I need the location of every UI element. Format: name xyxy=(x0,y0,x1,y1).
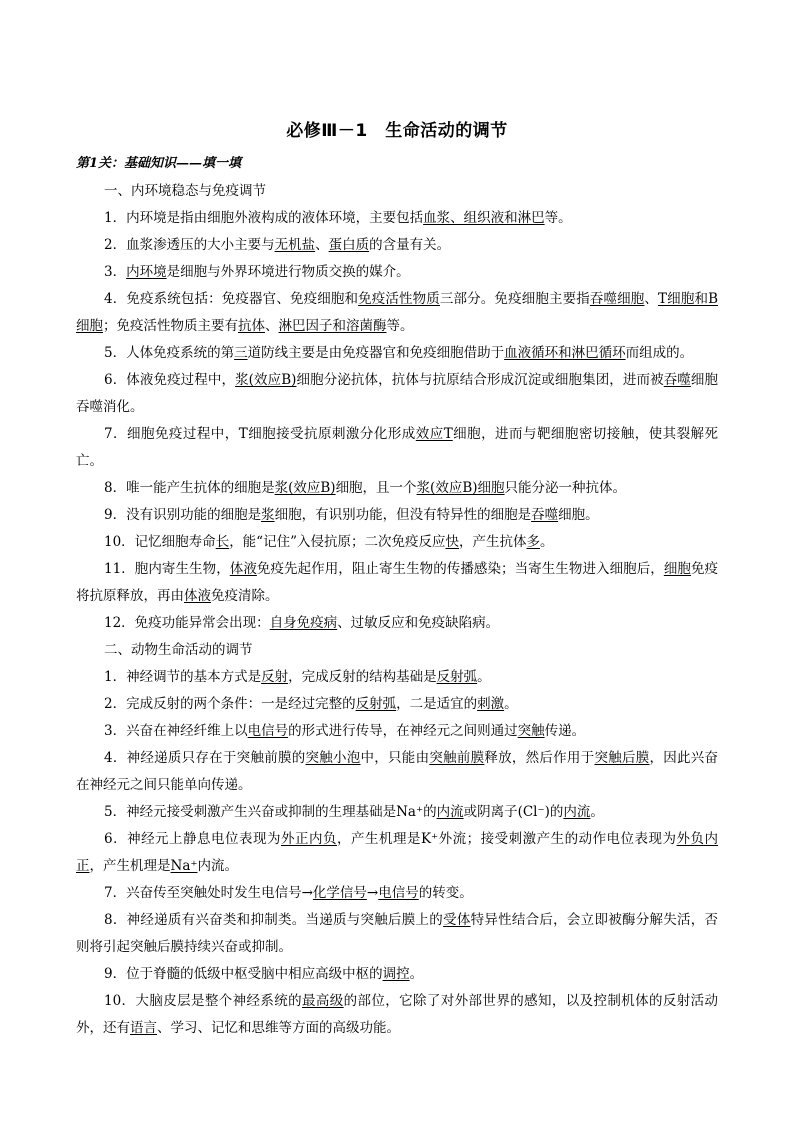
list-item xyxy=(76,826,718,880)
item-text: 5．神经元接受刺激产生兴奋或抑制的生理基础是Na⁺的 xyxy=(104,804,437,820)
item-text: 1．内环境是指由细胞外液构成的液体环境，主要包括 xyxy=(104,210,424,226)
answer-text: 浆(效应B)细胞 xyxy=(416,480,505,496)
list-item xyxy=(76,367,718,421)
list-item xyxy=(76,232,718,259)
item-text: 8．唯一能产生抗体的细胞是 xyxy=(104,480,275,496)
item-text: 7．细胞免疫过程中，T细胞接受抗原刺激分化形成 xyxy=(104,426,416,442)
list-item xyxy=(76,745,718,799)
list-item xyxy=(76,421,718,475)
item-text: 细胞，进而与靶细胞密切接触，使其裂解死亡。 xyxy=(76,426,719,469)
answer-text: 长 xyxy=(215,534,230,550)
item-text: ；免疫活性物质主要有 xyxy=(103,318,238,334)
item-text: 、 xyxy=(644,291,659,307)
answer-text: 内环境 xyxy=(126,264,167,280)
answer-text: 反射弧 xyxy=(436,669,478,685)
answer-text: 电信号 xyxy=(247,723,289,739)
answer-text: 电信号 xyxy=(378,885,419,901)
item-text: 2．完成反射的两个条件：一是经过完整的 xyxy=(104,696,356,712)
answer-text: 多 xyxy=(526,534,540,550)
answer-text: 突触前膜 xyxy=(429,750,485,766)
list-item xyxy=(76,961,718,988)
item-text: 传递。 xyxy=(544,723,586,739)
item-text: 9．没有识别功能的细胞是 xyxy=(104,507,262,523)
item-text: 6．体液免疫过程中， xyxy=(104,372,236,388)
list-item xyxy=(76,529,718,556)
item-text: 或阴离子(Cl⁻)的 xyxy=(463,804,564,820)
item-text: 12．免疫功能异常会出现： xyxy=(104,615,270,631)
answer-text: 内流 xyxy=(563,804,591,820)
section-heading: 一、内环境稳态与免疫调节 xyxy=(104,183,266,199)
answer-text: 吞噬 xyxy=(531,507,559,523)
item-text: 10．大脑皮层是整个神经系统的 xyxy=(104,993,302,1009)
list-item xyxy=(76,340,718,367)
item-text: 、过敏反应和免疫缺陷病。 xyxy=(337,615,500,631)
list-item xyxy=(76,475,718,502)
item-text: 细胞分泌抗体，抗体与抗原结合形成沉淀或细胞集团，进而被 xyxy=(296,372,664,388)
answer-text: 内流 xyxy=(436,804,464,820)
answer-text: 快 xyxy=(445,534,459,550)
answer-text: 受体 xyxy=(443,912,471,928)
answer-text: 突触后膜 xyxy=(594,750,650,766)
item-text: 特异性结合后，会立即被酶分解失活，否则将引起突触后膜持续兴奋或抑制。 xyxy=(76,912,719,955)
item-text: 是细胞与外界环境进行物质交换的媒介。 xyxy=(166,264,410,280)
item-text: ，产生机理是 xyxy=(89,858,171,874)
item-text: 等。 xyxy=(544,210,572,226)
list-item xyxy=(76,610,718,637)
item-text: 中，只能由 xyxy=(360,750,430,766)
item-text: 细胞，且一个 xyxy=(335,480,417,496)
answer-text: 反射 xyxy=(261,669,289,685)
item-text: 8．神经递质有兴奋类和抑制类。当递质与突触后膜上的 xyxy=(104,912,444,928)
answer-text: 化学信号 xyxy=(312,885,367,901)
item-text: → xyxy=(366,885,379,901)
list-item xyxy=(76,718,718,745)
item-text: 1．神经调节的基本方式是 xyxy=(104,669,262,685)
answer-text: 体液 xyxy=(184,588,211,604)
item-text: 释放，然后作用于 xyxy=(484,750,595,766)
list-item xyxy=(76,502,718,529)
item-text: 11．胞内寄生生物， xyxy=(104,561,230,577)
list-item xyxy=(76,286,718,340)
item-text: 7．兴奋传至突触处时发生电信号→ xyxy=(104,885,313,901)
item-text: 4．免疫系统包括：免疫器官、免疫细胞和 xyxy=(104,291,359,307)
item-text: ，产生抗体 xyxy=(459,534,527,550)
item-text: 2．血浆渗透压的大小主要与 xyxy=(104,237,275,253)
answer-text: 抗体 xyxy=(238,318,265,334)
answer-text: 蛋白质 xyxy=(328,237,370,253)
item-text: 。 xyxy=(504,696,518,712)
answer-text: 血浆、组织液和淋巴 xyxy=(423,210,545,226)
answer-text: 突触 xyxy=(517,723,545,739)
list-item xyxy=(76,205,718,232)
list-item xyxy=(76,988,718,1042)
section-heading: 二、动物生命活动的调节 xyxy=(104,642,253,658)
item-text: 9．位于脊髓的低级中枢受脑中相应高级中枢的 xyxy=(104,966,383,982)
item-text: ，因此兴奋在神经元之间只能单向传递。 xyxy=(76,750,719,793)
item-text: 3．兴奋在神经纤维上以 xyxy=(104,723,248,739)
level-label: 第1关：基础知识——填一填 xyxy=(76,156,242,171)
item-text: 的形式进行传导，在神经元之间则通过 xyxy=(288,723,518,739)
item-text: 6．神经元上静息电位表现为 xyxy=(104,831,281,847)
answer-text: 刺激 xyxy=(477,696,505,712)
item-text: ，二是适宜的 xyxy=(396,696,478,712)
item-text: 、 xyxy=(265,318,279,334)
item-text: 的含量有关。 xyxy=(369,237,451,253)
list-item xyxy=(76,799,718,826)
item-text: 细胞。 xyxy=(558,507,599,523)
item-text: 。 xyxy=(477,669,491,685)
list-item xyxy=(76,691,718,718)
item-text: 免疫将抗原释放，再由 xyxy=(76,561,719,604)
item-text: 内流。 xyxy=(197,858,238,874)
item-text: 。 xyxy=(540,534,554,550)
answer-text: 突触小泡 xyxy=(305,750,361,766)
item-text: 免疫清除。 xyxy=(211,588,279,604)
item-text: 三部分。免疫细胞主要指 xyxy=(439,291,590,307)
answer-text: 浆(效应B) xyxy=(274,480,336,496)
answer-text: 效应T xyxy=(415,426,453,442)
answer-text: 体液 xyxy=(229,561,257,577)
item-text: 的部位，它除了对外部世界的感知，以及控制机体的反射活动外，还有 xyxy=(76,993,719,1036)
item-text: 只能分泌一种抗体。 xyxy=(504,480,627,496)
answer-text: 外正内负 xyxy=(281,831,337,847)
answer-text: 语言 xyxy=(130,1020,157,1036)
item-text: 道防线主要是由免疫器官和免疫细胞借助于 xyxy=(247,345,505,361)
list-item xyxy=(76,556,718,610)
list-item xyxy=(76,880,718,907)
answer-text: 吞噬细胞 xyxy=(589,291,645,307)
answer-text: 细胞 xyxy=(663,561,691,577)
item-text: 细胞吞噬消化。 xyxy=(76,372,719,415)
answer-text: 吞噬 xyxy=(663,372,691,388)
answer-text: Na⁺ xyxy=(170,858,198,874)
list-item xyxy=(76,664,718,691)
item-text: 4．神经递质只存在于突触前膜的 xyxy=(104,750,306,766)
item-text: 。 xyxy=(590,804,604,820)
answer-text: 免疫活性物质 xyxy=(358,291,440,307)
answer-text: 无机盐 xyxy=(274,237,316,253)
list-item xyxy=(76,259,718,286)
item-text: 免疫先起作用，阻止寄生生物的传播感染；当寄生生物进入细胞后， xyxy=(256,561,664,577)
list-item xyxy=(76,907,718,961)
item-text: 、学习、记忆和思维等方面的高级功能。 xyxy=(157,1020,400,1036)
item-text: 、 xyxy=(315,237,329,253)
answer-text: 血液循环和淋巴循环 xyxy=(504,345,626,361)
answer-text: 自身免疫病 xyxy=(269,615,338,631)
item-text: 的转变。 xyxy=(418,885,473,901)
answer-text: 调控 xyxy=(382,966,410,982)
answer-text: 三 xyxy=(234,345,248,361)
item-text: 。 xyxy=(409,966,424,982)
item-text: 10．记忆细胞寿命 xyxy=(104,534,216,550)
document-body xyxy=(76,178,718,1042)
item-text: ，完成反射的结构基础是 xyxy=(288,669,437,685)
page-title: 必修Ⅲ－1 生命活动的调节 xyxy=(286,121,508,141)
answer-text: 反射弧 xyxy=(355,696,397,712)
answer-text: 浆 xyxy=(261,507,275,523)
answer-text: 浆(效应B) xyxy=(235,372,297,388)
answer-text: T细胞和B细胞 xyxy=(76,291,719,334)
answer-text: 外负内正 xyxy=(76,831,719,874)
item-text: 等。 xyxy=(386,318,414,334)
item-text: 细胞，有识别功能，但没有特异性的细胞是 xyxy=(274,507,532,523)
answer-text: 最高级 xyxy=(302,993,344,1009)
item-text: 5．人体免疫系统的第 xyxy=(104,345,235,361)
item-text: ，产生机理是K⁺外流；接受刺激产生的动作电位表现为 xyxy=(336,831,677,847)
item-text: ，能“记住”入侵抗原；二次免疫反应 xyxy=(229,534,446,550)
answer-text: 淋巴因子和溶菌酶 xyxy=(278,318,387,334)
item-text: 3． xyxy=(104,264,127,280)
item-text: 而组成的。 xyxy=(625,345,694,361)
